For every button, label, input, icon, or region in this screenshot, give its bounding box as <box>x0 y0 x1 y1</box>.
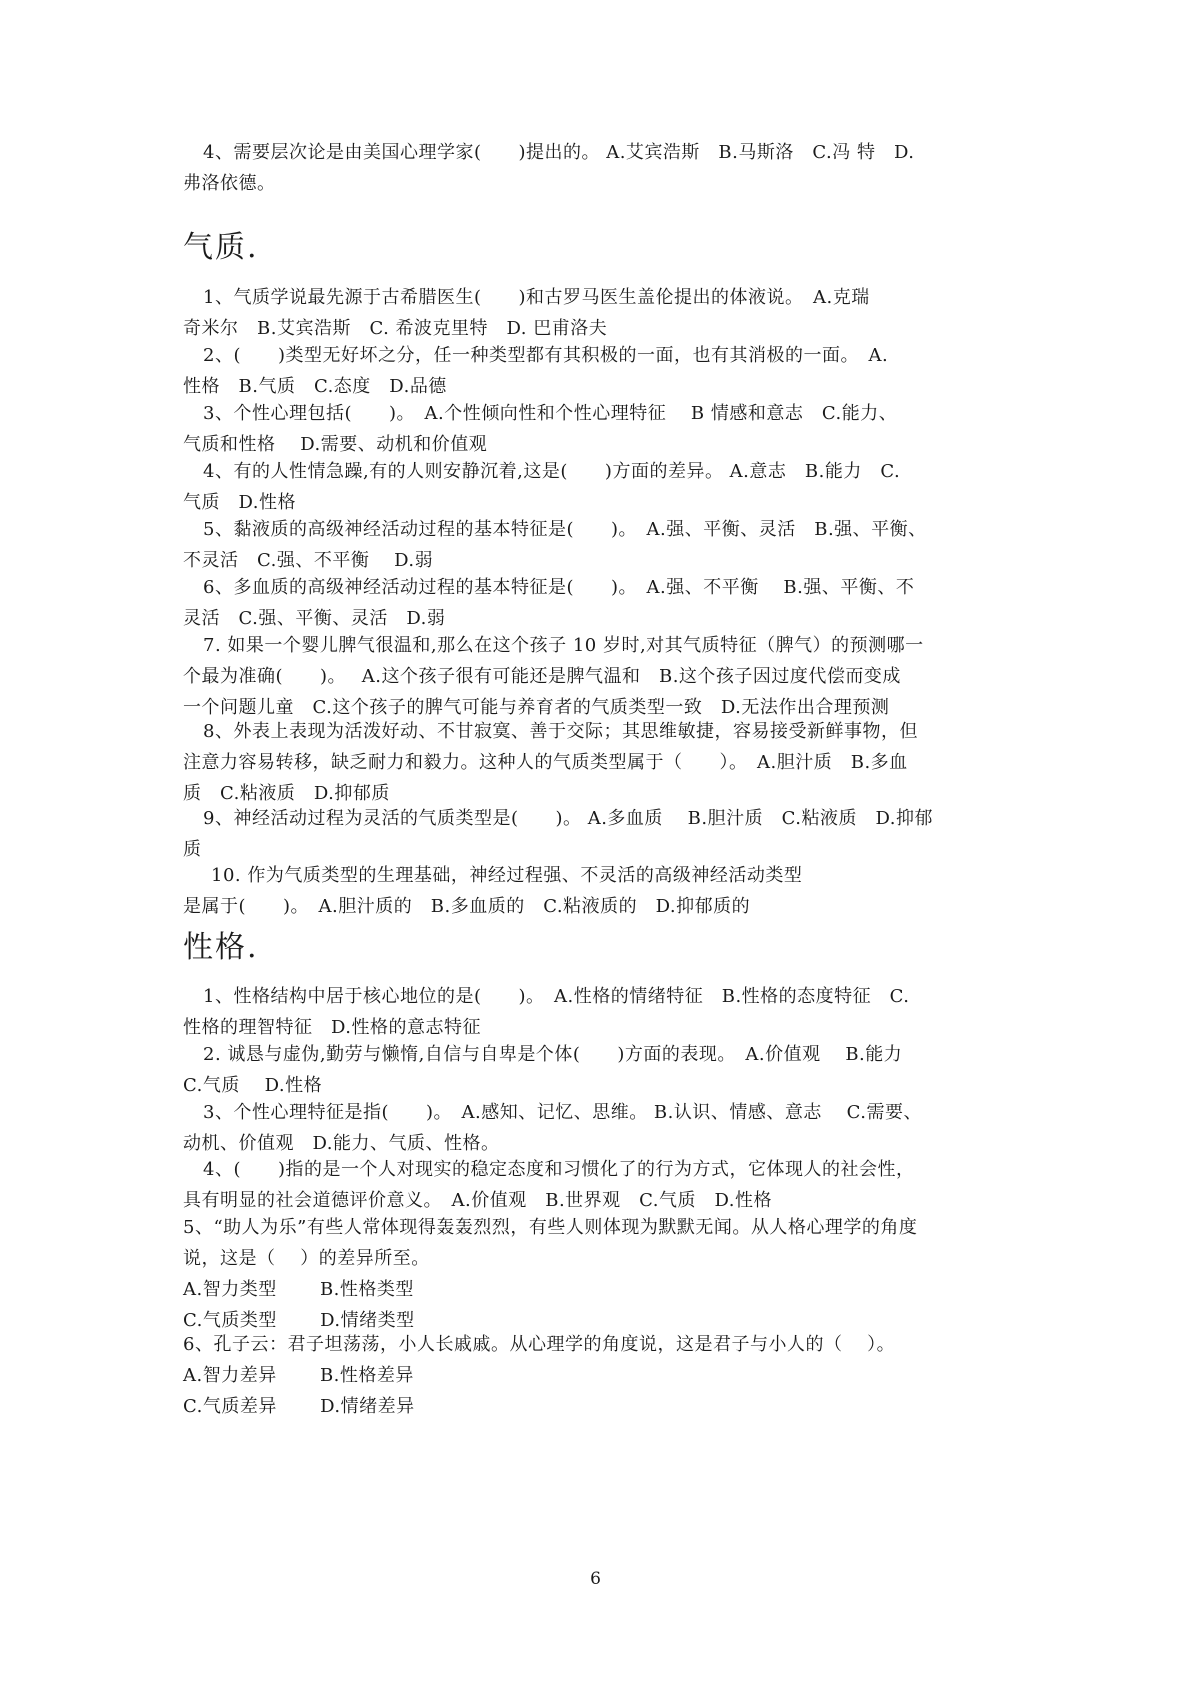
option-line: C.气质类型 D.情绪类型 <box>183 1310 415 1331</box>
character-question-6 <box>183 1329 1015 1422</box>
question-line: C.气质 D.性格 <box>183 1075 323 1096</box>
section-title-character: 性格. <box>183 930 259 965</box>
question-line: 1、气质学说最先源于古希腊医生( )和古罗马医生盖伦提出的体液说。 A.克瑞 <box>203 287 870 308</box>
question-line: 4、需要层次论是由美国心理学家( )提出的。 A.艾宾浩斯 B.马斯洛 C.冯 特 D. <box>203 142 915 163</box>
temperament-question-6 <box>183 572 1015 634</box>
question-line: 弗洛依德。 <box>183 173 276 194</box>
question-line: 2、( )类型无好坏之分，任一种类型都有其积极的一面，也有其消极的一面。 A. <box>203 345 889 366</box>
temperament-question-4 <box>183 456 1015 518</box>
question-line: 奇米尔 B.艾宾浩斯 C. 希波克里特 D. 巴甫洛夫 <box>183 318 608 339</box>
question-line: 9、神经活动过程为灵活的气质类型是( )。 A.多血质 B.胆汁质 C.粘液质 D.抑郁 <box>203 808 933 829</box>
question-line: 8、外表上表现为活泼好动、不甘寂寞、善于交际；其思维敏捷，容易接受新鲜事物，但 <box>203 721 918 742</box>
question-line: 性格 B.气质 C.态度 D.品德 <box>183 376 447 397</box>
question-line: 1、性格结构中居于核心地位的是( )。 A.性格的情绪特征 B.性格的态度特征 C. <box>203 986 910 1007</box>
temperament-question-2 <box>183 340 1015 402</box>
question-line: 灵活 C.强、平衡、灵活 D.弱 <box>183 608 446 629</box>
question-line: 气质和性格 D.需要、动机和价值观 <box>183 434 488 455</box>
question-line: 动机、价值观 D.能力、气质、性格。 <box>183 1133 500 1154</box>
temperament-question-9 <box>183 803 1015 865</box>
temperament-question-3 <box>183 398 1015 460</box>
temperament-question-5 <box>183 514 1015 576</box>
temperament-question-7 <box>183 630 1015 723</box>
question-line: 说，这是（ ）的差异所至。 <box>183 1248 430 1269</box>
question-line: 4、有的人性情急躁,有的人则安静沉着,这是( )方面的差异。 A.意志 B.能力 C. <box>203 461 901 482</box>
temperament-question-10 <box>183 860 1015 922</box>
character-question-4 <box>183 1154 1015 1216</box>
question-line: 2. 诚恳与虚伪,勤劳与懒惰,自信与自卑是个体( )方面的表现。 A.价值观 B.能力 <box>203 1044 903 1065</box>
question-line: 是属于( )。 A.胆汁质的 B.多血质的 C.粘液质的 D.抑郁质的 <box>183 896 751 917</box>
character-question-5 <box>183 1212 1015 1336</box>
section-title-temperament: 气质. <box>183 230 259 265</box>
character-question-1 <box>183 981 1015 1043</box>
temperament-question-8 <box>183 716 1015 809</box>
question-line: 3、个性心理特征是指( )。 A.感知、记忆、思维。 B.认识、情感、意志 C.需要、 <box>203 1102 922 1123</box>
question-line: 性格的理智特征 D.性格的意志特征 <box>183 1017 482 1038</box>
question-line: 7. 如果一个婴儿脾气很温和,那么在这个孩子 10 岁时,对其气质特征（脾气）的预测哪一 <box>203 635 924 656</box>
question-line: 注意力容易转移，缺乏耐力和毅力。这种人的气质类型属于（ ）。 A.胆汁质 B.多血 <box>183 752 908 773</box>
character-question-2 <box>183 1039 1015 1101</box>
question-line: 4、( )指的是一个人对现实的稳定态度和习惯化了的行为方式，它体现人的社会性， <box>203 1159 915 1180</box>
question-line: 6、多血质的高级神经活动过程的基本特征是( )。 A.强、不平衡 B.强、平衡、不 <box>203 577 915 598</box>
question-hierarchy-of-needs <box>183 137 1015 199</box>
question-line: 5、黏液质的高级神经活动过程的基本特征是( )。 A.强、平衡、灵活 B.强、平衡、 <box>203 519 927 540</box>
temperament-question-1 <box>183 282 1015 344</box>
option-line: C.气质差异 D.情绪差异 <box>183 1396 415 1417</box>
question-line: 质 <box>183 839 202 860</box>
question-line: 一个问题儿童 C.这个孩子的脾气可能与养育者的气质类型一致 D.无法作出合理预测 <box>183 697 890 718</box>
question-line: 具有明显的社会道德评价意义。 A.价值观 B.世界观 C.气质 D.性格 <box>183 1190 773 1211</box>
character-question-3 <box>183 1097 1015 1159</box>
question-line: 不灵活 C.强、不平衡 D.弱 <box>183 550 434 571</box>
page-number: 6 <box>590 1569 601 1589</box>
question-line: 气质 D.性格 <box>183 492 297 513</box>
question-line: 3、个性心理包括( )。 A.个性倾向性和个性心理特征 B 情感和意志 C.能力、 <box>203 403 898 424</box>
question-line: 个最为准确( )。 A.这个孩子很有可能还是脾气温和 B.这个孩子因过度代偿而变成 <box>183 666 901 687</box>
question-line: 6、孔子云：君子坦荡荡，小人长戚戚。从心理学的角度说，这是君子与小人的（ ）。 <box>183 1334 896 1355</box>
question-line: 质 C.粘液质 D.抑郁质 <box>183 783 390 804</box>
question-line: 10. 作为气质类型的生理基础，神经过程强、不灵活的高级神经活动类型 <box>211 865 803 886</box>
option-line: A.智力类型 B.性格类型 <box>183 1279 414 1300</box>
option-line: A.智力差异 B.性格差异 <box>183 1365 414 1386</box>
question-line: 5、“助人为乐”有些人常体现得轰轰烈烈，有些人则体现为默默无闻。从人格心理学的角度 <box>183 1217 918 1238</box>
